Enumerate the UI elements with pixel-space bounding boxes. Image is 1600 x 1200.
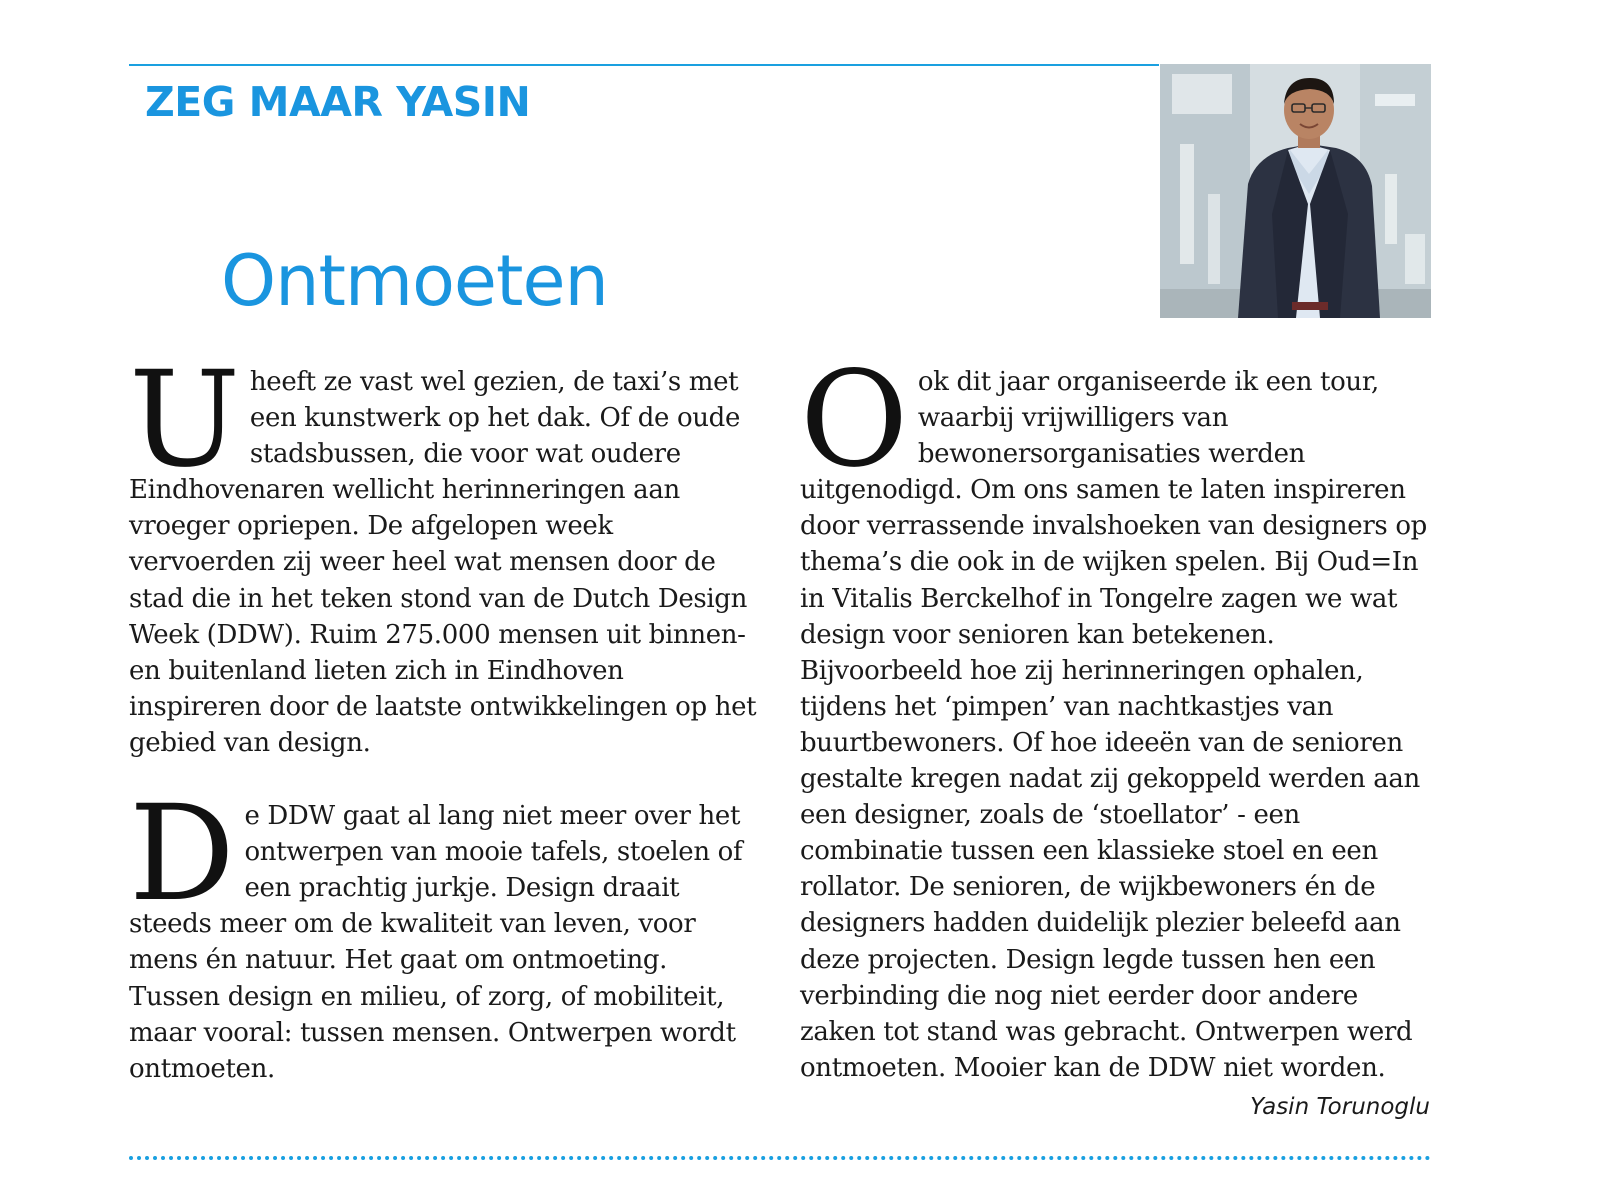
author-byline: Yasin Torunoglu <box>1250 1094 1430 1120</box>
drop-cap: U <box>129 343 240 497</box>
bottom-dotted-rule <box>129 1156 1431 1160</box>
headline: Ontmoeten <box>221 240 608 322</box>
columnist-photo <box>1160 64 1431 318</box>
article-paragraph <box>800 343 1430 1086</box>
article-paragraph <box>129 343 759 761</box>
top-accent-rule <box>129 64 1159 66</box>
column-label: ZEG MAAR YASIN <box>145 78 531 126</box>
paragraph-text: ok dit jaar organiseerde ik een tour, waarbij vrijwilligers van bewonersorganisaties werden uitgenodigd. Om ons samen te laten inspireren door verrassende invalshoeken van designers op thema’s die ook in de wijken spelen. Bij Oud=In in Vitalis Berckelhof in Tongelre zagen we wat design voor senioren kan betekenen. Bijvoorbeeld hoe zij herinneringen ophalen, tijdens het ‘pimpen’ van nachtkastjes van buurtbewoners. Of hoe ideeën van de senioren gestalte kregen nadat zij gekoppeld werden aan een designer, zoals de ‘stoellator’ - een combinatie tussen een klassieke stoel en een rollator. De senioren, de wijkbewoners én de designers hadden duidelijk plezier beleefd aan deze projecten. Design legde tussen hen een verbinding die nog niet eerder door andere zaken tot stand was gebracht. Ontwerpen werd ontmoeten. Mooier kan de DDW niet worden. <box>800 367 1427 1083</box>
paragraph-text: e DDW gaat al lang niet meer over het ontwerpen van mooie tafels, stoelen of een prachtig jurkje. Design draait steeds meer om de kwaliteit van leven, voor mens én natuur. Het gaat om ontmoeting. Tussen design en milieu, of zorg, of mobiliteit, maar vooral: tussen mensen. Ontwerpen wordt ontmoeten. <box>129 801 743 1084</box>
article-paragraph <box>129 777 759 1087</box>
drop-cap: D <box>129 777 235 932</box>
article-column-right <box>800 343 1430 1086</box>
drop-cap: O <box>800 343 908 497</box>
paragraph-text: heeft ze vast wel gezien, de taxi’s met een kunstwerk op het dak. Of de oude stadsbussen, die voor wat oudere Eindhovenaren wellicht herinneringen aan vroeger opriepen. De afgelopen week vervoerden zij weer heel wat mensen door de stad die in het teken stond van de Dutch Design Week (DDW). Ruim 275.000 mensen uit binnen- en buitenland lieten zich in Eindhoven inspireren door de laatste ontwikkelingen op het gebied van design. <box>129 367 757 758</box>
article-column-left <box>129 343 759 1087</box>
